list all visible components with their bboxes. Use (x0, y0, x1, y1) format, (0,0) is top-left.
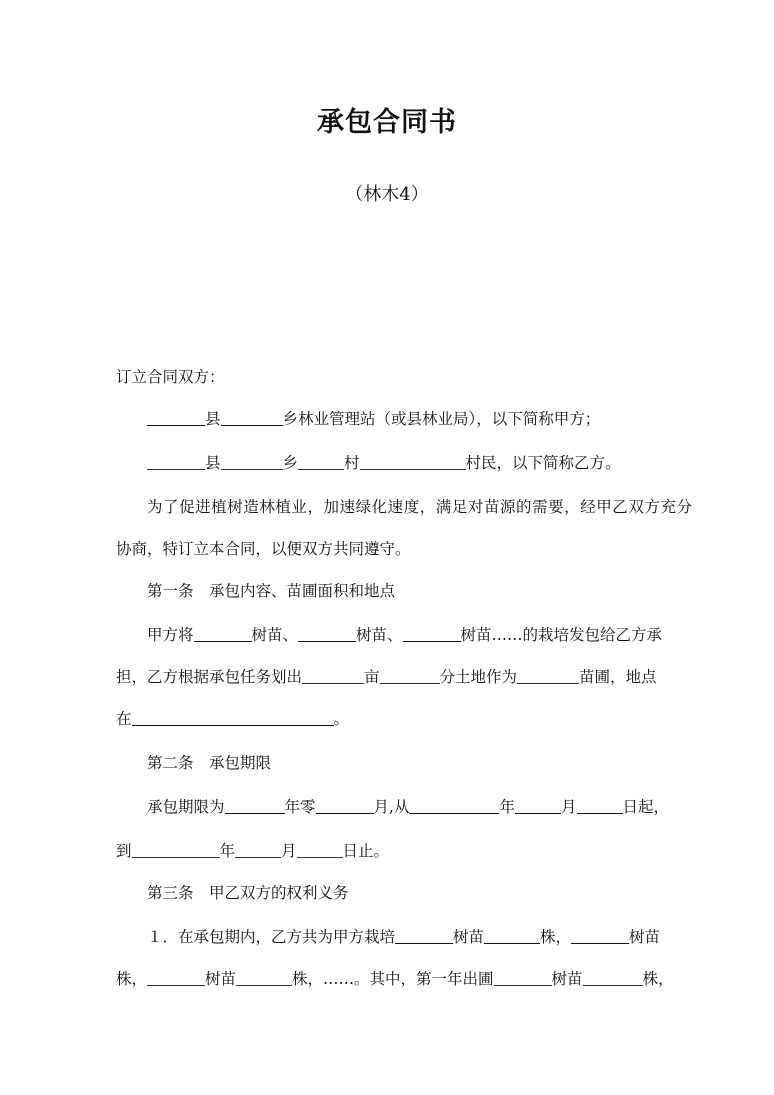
blank-start-year (409, 812, 499, 814)
blank-county (147, 424, 205, 426)
article-1-line-1: 甲方将 树苗、 树苗、 树苗……的栽培发包给乙方承 (147, 626, 663, 644)
document-title: 承包合同书 (317, 107, 457, 138)
blank-county (147, 468, 205, 470)
blank-end-month (235, 856, 281, 858)
blank-location (132, 724, 334, 726)
party-b-line: 县 乡 村 村民，以下简称乙方。 (116, 452, 692, 474)
article-2-line-1: 承包期限为 年零 月,从 年 月 日起， (147, 798, 670, 816)
blank-township (221, 424, 283, 426)
blank-tree-species (494, 984, 552, 986)
preamble-line-1: 为了促进植树造林植业，加速绿化速度，满足对苗源的需要，经甲乙双方充分 (147, 498, 692, 516)
blank-years (225, 812, 285, 814)
article-2-heading: 第二条 承包期限 (147, 754, 272, 772)
blank-quantity (236, 984, 292, 986)
blank-fen (380, 682, 440, 684)
article-1-heading: 第一条 承包内容、苗圃面积和地点 (147, 582, 396, 600)
blank-tree-species-3 (403, 640, 461, 642)
blank-end-day (297, 856, 343, 858)
blank-quantity (583, 984, 643, 986)
blank-nursery-name (517, 682, 579, 684)
blank-tree-species-1 (194, 640, 252, 642)
article-3-item-1-line-1: １．在承包期内，乙方共为甲方栽培 树苗 株， 树苗 (147, 928, 661, 946)
parties-heading: 订立合同双方： (116, 368, 225, 386)
preamble-line-2: 协商，特订立本合同，以便双方共同遵守。 (116, 540, 411, 558)
article-2-line-2: 到 年 月 日止。 (116, 842, 390, 860)
blank-quantity (484, 942, 540, 944)
blank-tree-species-2 (298, 640, 356, 642)
article-3-item-1-line-2: 株， 树苗 株，……。其中，第一年出圃 树苗 株， (116, 970, 674, 988)
article-1-line-3: 在 。 (116, 710, 350, 728)
blank-villager-name (360, 468, 466, 470)
blank-tree-species (395, 942, 453, 944)
blank-months (316, 812, 374, 814)
blank-village (298, 468, 344, 470)
article-1-line-2: 担，乙方根据承包任务划出 亩 分土地作为 苗圃，地点 (116, 668, 657, 686)
blank-start-month (515, 812, 561, 814)
document-subtitle: （林木4） (345, 184, 429, 205)
blank-start-day (577, 812, 623, 814)
blank-tree-species (147, 984, 205, 986)
article-3-heading: 第三条 甲乙双方的权利义务 (147, 884, 349, 902)
party-a-line: 县 乡林业管理站（或县林业局），以下简称甲方； (116, 408, 692, 430)
blank-mu (302, 682, 364, 684)
blank-end-year (132, 856, 220, 858)
blank-tree-species (571, 942, 629, 944)
blank-township (221, 468, 283, 470)
